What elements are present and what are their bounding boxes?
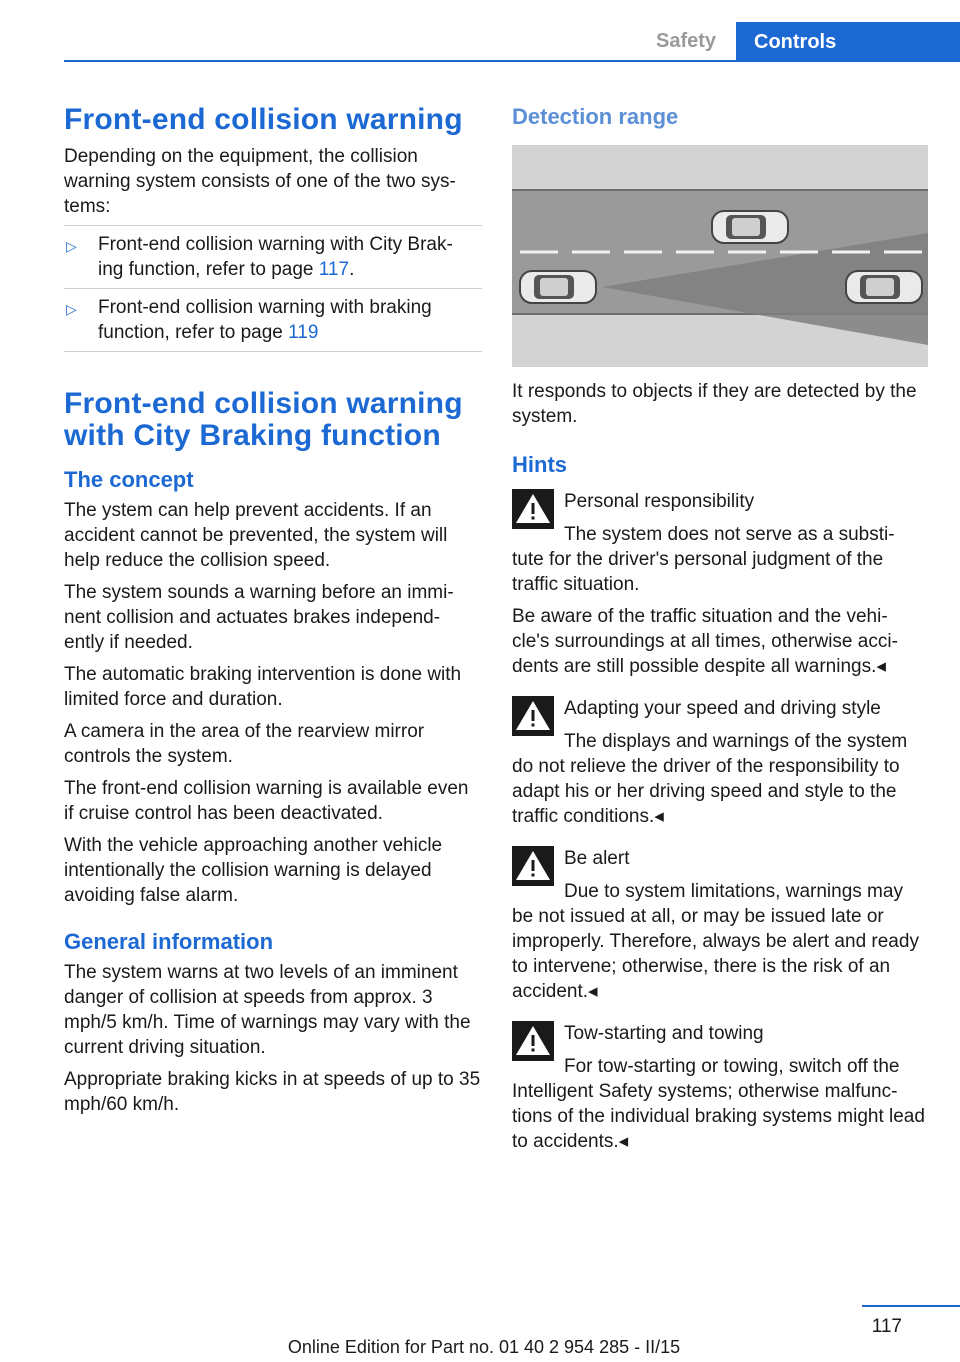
- list-item: [64, 289, 482, 352]
- warning-triangle-icon: [512, 696, 554, 736]
- concept-paragraph: A camera in the area of the rearview mirror controls the system.: [64, 721, 425, 767]
- concept-paragraph: The ystem can help prevent accidents. If an accident cannot be prevented, the system will help reduce the collision speed.: [64, 500, 448, 571]
- warning-block: [512, 846, 926, 1004]
- tab-controls[interactable]: Controls: [736, 22, 960, 62]
- car-icon: [712, 211, 788, 243]
- list-item: [64, 225, 482, 289]
- road-diagram: [512, 145, 928, 367]
- left-column: [64, 100, 482, 1117]
- list-item-text: Front-end collision warning with braking function, refer to page: [98, 297, 432, 343]
- warning-block: [512, 1021, 926, 1154]
- detection-paragraph: It responds to objects if they are detected by the system.: [512, 381, 917, 427]
- city-braking-title: Front-end collision warning with City Braking function: [64, 387, 463, 452]
- concept-paragraph: The front-end collision warning is available even if cruise control has been deactivated.: [64, 778, 469, 824]
- right-column: [512, 100, 926, 1154]
- warning-block: [512, 696, 926, 829]
- bullet-triangle-icon: ▷: [66, 238, 77, 254]
- section-title: Front-end collision warning: [64, 103, 463, 136]
- warning-text: The system does not serve as a substi- tute for the driver's personal judgment of the traffic situation.: [512, 524, 895, 595]
- page-number: 117: [871, 1316, 902, 1337]
- edition-footer: Online Edition for Part no. 01 40 2 954 285 - II/15: [287, 1337, 681, 1357]
- concept-paragraph: The automatic braking intervention is done with limited force and duration.: [64, 664, 462, 710]
- warning-block: [512, 489, 926, 679]
- list-item-tail: .: [349, 259, 355, 280]
- page-link-119[interactable]: 119: [288, 322, 319, 343]
- list-item-text: Front-end collision warning with City Brak- ing function, refer to page: [98, 234, 453, 280]
- detection-range-illustration: [512, 145, 928, 367]
- detection-range-heading: Detection range: [512, 104, 679, 129]
- car-icon: [520, 271, 596, 303]
- warning-triangle-icon: [512, 846, 554, 886]
- warning-text: The displays and warnings of the system do not relieve the driver of the responsibility to adapt his or her driving speed and style to the traffic conditions.◂: [512, 731, 908, 827]
- warning-title: Tow-starting and towing: [564, 1023, 764, 1044]
- warning-text: For tow-starting or towing, switch off the Intelligent Safety systems; otherwise malfunc- tions of the individual braking systems might lead to accidents.◂: [512, 1056, 925, 1152]
- concept-paragraph: With the vehicle approaching another vehicle intentionally the collision warning is delayed avoiding false alarm.: [64, 835, 443, 906]
- warning-triangle-icon: [512, 489, 554, 529]
- footer-rule: [862, 1305, 960, 1307]
- car-icon: [846, 271, 922, 303]
- general-info-heading: General information: [64, 929, 274, 954]
- warning-text: Due to system limitations, warnings may be not issued at all, or may be issued late or improperly. Therefore, always be alert and ready to intervene; otherwise, there is the risk of an accident.◂: [512, 881, 919, 1002]
- page-link-117[interactable]: 117: [318, 259, 350, 280]
- warning-triangle-icon: [512, 1021, 554, 1061]
- general-paragraph: The system warns at two levels of an imminent danger of collision at speeds from approx. 3 mph/5 km/h. Time of warnings may vary with the current driving situation.: [64, 962, 471, 1058]
- system-list: [64, 225, 482, 352]
- warning-text: Be aware of the traffic situation and the vehi- cle's surroundings at all times, otherwise acci- dents are still possible despite all warnings.◂: [512, 606, 898, 677]
- tab-safety[interactable]: Safety: [655, 29, 717, 52]
- warning-title: Personal responsibility: [564, 491, 755, 512]
- concept-paragraph: The system sounds a warning before an immi- nent collision and actuates brakes independ- ently if needed.: [64, 582, 454, 653]
- warning-title: Be alert: [564, 848, 630, 869]
- general-paragraph: Appropriate braking kicks in at speeds of up to 35 mph/60 km/h.: [64, 1069, 481, 1115]
- warning-title: Adapting your speed and driving style: [564, 698, 881, 719]
- intro-paragraph: Depending on the equipment, the collision warning system consists of one of the two sys- tems:: [64, 146, 456, 217]
- concept-heading: The concept: [64, 467, 194, 492]
- hints-heading: Hints: [512, 452, 567, 477]
- bullet-triangle-icon: ▷: [66, 301, 77, 317]
